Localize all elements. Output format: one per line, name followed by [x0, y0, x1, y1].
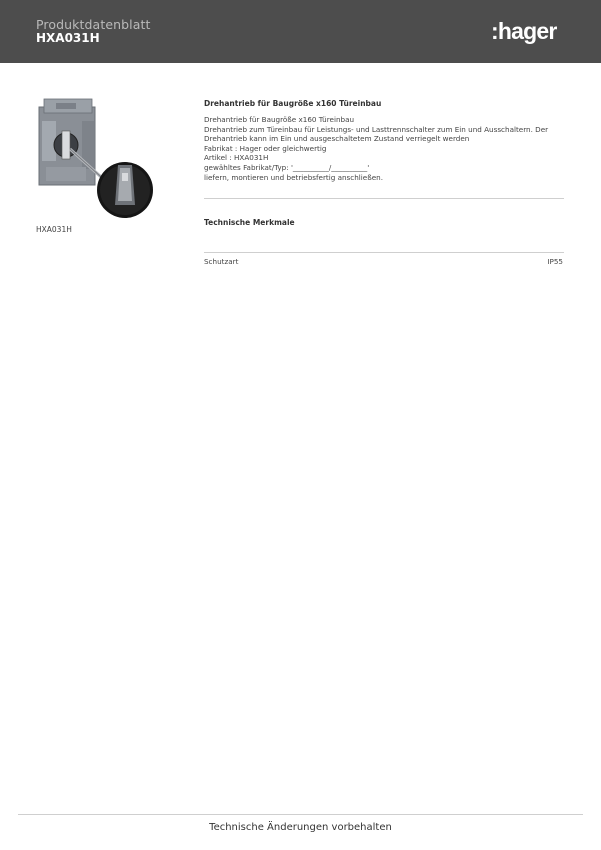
logo-text: :hager: [491, 17, 557, 44]
spec-row-schutzart: [204, 257, 563, 266]
spec-value: IP55: [547, 257, 563, 266]
page-header: [0, 0, 601, 63]
footer-divider: [18, 814, 583, 815]
description-line: gewähltes Fabrikat/Typ: '__________/__________': [204, 162, 370, 172]
document-type: Produktdatenblatt: [36, 17, 151, 32]
hager-logo: [491, 17, 557, 45]
footer-note: Technische Änderungen vorbehalten: [209, 822, 392, 833]
product-content: [204, 99, 564, 182]
description-line: Artikel : HXA031H: [204, 153, 269, 163]
spec-label: Schutzart: [204, 257, 239, 266]
product-code: HXA031H: [36, 31, 100, 45]
image-caption: HXA031H: [36, 225, 72, 234]
description-line: Fabrikat : Hager oder gleichwertig: [204, 143, 327, 153]
product-image: [36, 95, 158, 223]
spec-divider: [204, 252, 564, 253]
description-line: Drehantrieb zum Türeinbau für Leistungs- und Lasttrennschalter zum Ein und Ausschaltern. Der: [204, 124, 549, 134]
section-divider: [204, 198, 564, 199]
product-title: Drehantrieb für Baugröße x160 Türeinbau: [204, 99, 382, 108]
description-line: Drehantrieb kann im Ein und ausgeschaltetem Zustand verriegelt werden: [204, 134, 470, 144]
section-title-technical: Technische Merkmale: [204, 218, 295, 227]
description-line: liefern, montieren und betriebsfertig anschließen.: [204, 172, 383, 182]
description-line: Drehantrieb für Baugröße x160 Türeinbau: [204, 115, 355, 124]
product-description: [204, 115, 564, 182]
